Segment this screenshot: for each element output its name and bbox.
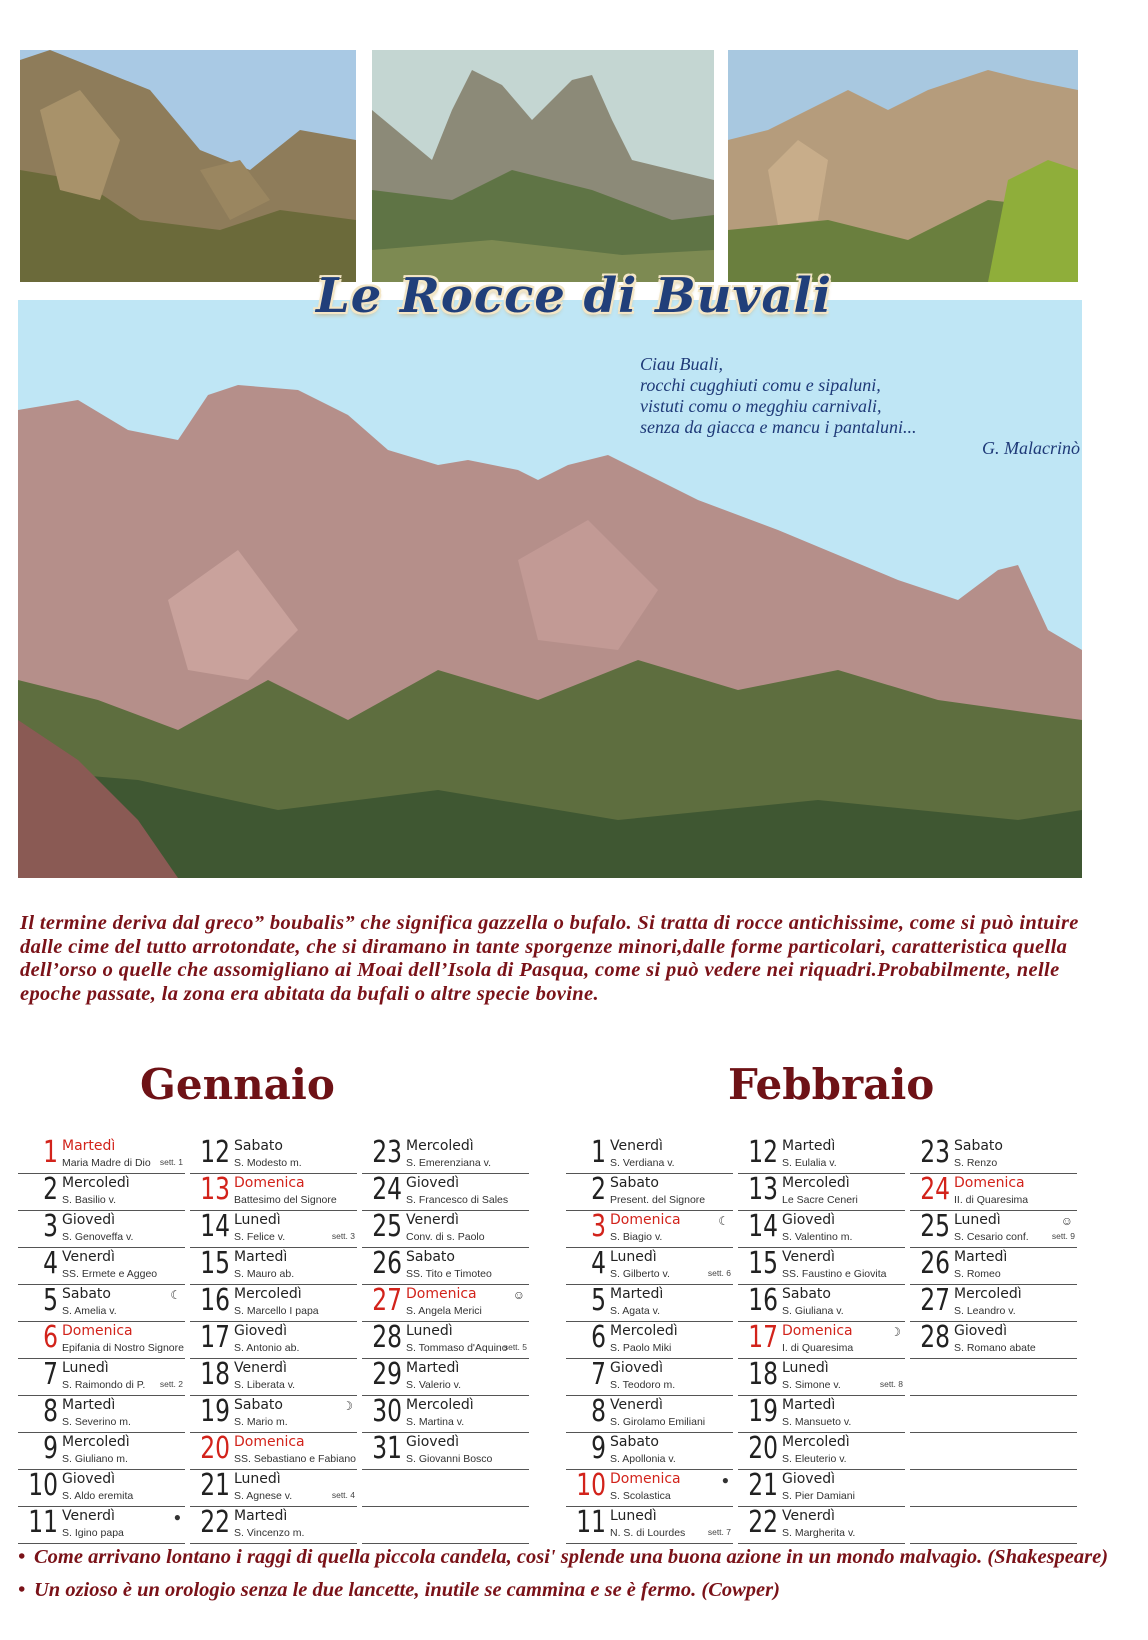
calendar-column: [910, 1137, 1077, 1544]
day-number: 18: [200, 1357, 230, 1392]
day-name: Domenica: [610, 1212, 681, 1228]
day-number: 7: [43, 1357, 58, 1392]
day-number: 6: [591, 1320, 606, 1355]
calendar-day: [18, 1396, 185, 1433]
calendar-day: [738, 1174, 905, 1211]
day-number: 27: [920, 1283, 950, 1318]
calendar-day: [910, 1174, 1077, 1211]
calendar-day: [566, 1322, 733, 1359]
day-name: Lunedì: [782, 1360, 829, 1376]
saint-name: S. Severino m.: [62, 1416, 131, 1428]
quote: [18, 1545, 1128, 1570]
day-number: 21: [748, 1468, 778, 1503]
day-name: Lunedì: [62, 1360, 109, 1376]
calendar-empty-row: [362, 1507, 529, 1544]
calendar-day: [190, 1322, 357, 1359]
day-name: Sabato: [62, 1286, 111, 1302]
week-number: sett. 8: [879, 1379, 903, 1389]
saint-name: SS. Faustino e Giovita: [782, 1268, 887, 1280]
calendar-day: [190, 1470, 357, 1507]
saint-name: S. Teodoro m.: [610, 1379, 676, 1391]
saint-name: S. Vincenzo m.: [234, 1527, 305, 1539]
day-name: Giovedì: [406, 1175, 459, 1191]
day-name: Martedì: [954, 1249, 1008, 1265]
day-number: 22: [748, 1505, 778, 1540]
calendar-day: [190, 1137, 357, 1174]
day-number: 9: [43, 1431, 58, 1466]
calendar-day: [566, 1137, 733, 1174]
saint-name: S. Angela Merici: [406, 1305, 482, 1317]
day-name: Mercoledì: [406, 1397, 474, 1413]
saint-name: S. Mario m.: [234, 1416, 288, 1428]
calendar-day: [738, 1507, 905, 1544]
photo-rocks-left: [20, 50, 356, 282]
calendar-day: [738, 1248, 905, 1285]
photo-rocks-right: [728, 50, 1078, 282]
saint-name: SS. Ermete e Aggeo: [62, 1268, 158, 1280]
day-number: 17: [200, 1320, 230, 1355]
quote-text: Come arrivano lontano i raggi di quella piccola candela, cosi' splende una buona azione in un mondo malvagio. (Shakespeare): [34, 1546, 1109, 1568]
description-text: Il termine deriva dal greco” boubalis” che significa gazzella o bufalo. Si tratta di rocce antichissime, come si può intuire dalle cime del tutto arrotondate, che si diramano in tante sporgenze minori,dalle forme particolari, caratteristica quella dell’orso o quelle che assomigliano ai Moai dell’Isola di Pasqua, come si può vedere nei riquadri.Probabilmente, nelle epoche passate, la zona era abitata da bufali o altre specie bovine.: [20, 912, 1079, 1005]
day-name: Lunedì: [954, 1212, 1001, 1228]
saint-name: Conv. di s. Paolo: [406, 1231, 485, 1243]
day-number: 18: [748, 1357, 778, 1392]
week-number: sett. 4: [331, 1490, 355, 1500]
day-number: 16: [748, 1283, 778, 1318]
month-title-febbraio: Febbraio: [728, 1060, 935, 1109]
day-name: Venerdì: [782, 1508, 835, 1524]
calendar-day: [738, 1211, 905, 1248]
calendar-day: [18, 1174, 185, 1211]
calendar-day: [566, 1211, 733, 1248]
week-number: sett. 5: [503, 1342, 527, 1352]
saint-name: SS. Tito e Timoteo: [406, 1268, 492, 1280]
calendar-day: [362, 1248, 529, 1285]
calendar-day: [18, 1359, 185, 1396]
calendar-day: [18, 1285, 185, 1322]
saint-name: S. Giuliana v.: [782, 1305, 844, 1317]
day-name: Mercoledì: [782, 1434, 850, 1450]
saint-name: S. Mauro ab.: [234, 1268, 295, 1280]
day-number: 9: [591, 1431, 606, 1466]
day-name: Lunedì: [234, 1471, 281, 1487]
saint-name: S. Aldo eremita: [62, 1490, 134, 1502]
page-title: Le Rocce di Buvali: [315, 268, 833, 324]
day-number: 24: [372, 1172, 402, 1207]
day-name: Mercoledì: [954, 1286, 1022, 1302]
calendar-day: [738, 1359, 905, 1396]
saint-name: S. Modesto m.: [234, 1157, 302, 1169]
saint-name: S. Raimondo di P.: [62, 1379, 146, 1391]
calendar-day: [910, 1137, 1077, 1174]
day-number: 10: [576, 1468, 606, 1503]
day-name: Mercoledì: [234, 1286, 302, 1302]
day-number: 10: [28, 1468, 58, 1503]
day-number: 14: [200, 1209, 230, 1244]
day-number: 22: [200, 1505, 230, 1540]
day-number: 3: [43, 1209, 58, 1244]
saint-name: S. Agata v.: [610, 1305, 661, 1317]
day-name: Domenica: [610, 1471, 681, 1487]
calendar-day: [18, 1137, 185, 1174]
week-number: sett. 1: [159, 1157, 183, 1167]
moon-phase-icon: ☺: [512, 1288, 525, 1302]
day-number: 15: [748, 1246, 778, 1281]
week-number: sett. 6: [707, 1268, 731, 1278]
day-name: Giovedì: [610, 1360, 663, 1376]
day-name: Giovedì: [62, 1471, 115, 1487]
calendar-empty-row: [910, 1396, 1077, 1433]
bullet-icon: •: [18, 1579, 26, 1601]
day-number: 12: [200, 1135, 230, 1170]
day-name: Venerdì: [234, 1360, 287, 1376]
calendar-day: [738, 1137, 905, 1174]
day-name: Lunedì: [610, 1249, 657, 1265]
day-name: Lunedì: [610, 1508, 657, 1524]
saint-name: Le Sacre Ceneri: [782, 1194, 858, 1206]
day-number: 26: [372, 1246, 402, 1281]
day-number: 20: [200, 1431, 230, 1466]
day-name: Domenica: [954, 1175, 1025, 1191]
calendar-day: [362, 1322, 529, 1359]
day-number: 23: [372, 1135, 402, 1170]
day-name: Venerdì: [782, 1249, 835, 1265]
saint-name: S. Paolo Miki: [610, 1342, 672, 1354]
day-number: 21: [200, 1468, 230, 1503]
week-number: sett. 9: [1051, 1231, 1075, 1241]
calendar-day: [738, 1433, 905, 1470]
calendar-column: [566, 1137, 733, 1544]
calendar-day: [18, 1211, 185, 1248]
calendar-empty-row: [910, 1507, 1077, 1544]
day-name: Domenica: [62, 1323, 133, 1339]
day-name: Venerdì: [62, 1249, 115, 1265]
saint-name: S. Verdiana v.: [610, 1157, 675, 1169]
calendar-day: [566, 1359, 733, 1396]
saint-name: S. Pier Damiani: [782, 1490, 855, 1502]
saint-name: S. Romeo: [954, 1268, 1001, 1280]
day-number: 19: [748, 1394, 778, 1429]
week-number: sett. 3: [331, 1231, 355, 1241]
saint-name: S. Romano abate: [954, 1342, 1036, 1354]
day-name: Mercoledì: [610, 1323, 678, 1339]
day-name: Giovedì: [234, 1323, 287, 1339]
day-name: Mercoledì: [62, 1434, 130, 1450]
saint-name: S. Liberata v.: [234, 1379, 296, 1391]
calendar-empty-row: [362, 1470, 529, 1507]
saint-name: II. di Quaresima: [954, 1194, 1029, 1206]
day-name: Sabato: [954, 1138, 1003, 1154]
day-name: Giovedì: [782, 1212, 835, 1228]
moon-phase-icon: ☾: [718, 1214, 729, 1228]
day-number: 26: [920, 1246, 950, 1281]
day-name: Martedì: [406, 1360, 460, 1376]
poem-line: vistuti comu o megghiu carnivali,: [640, 396, 882, 416]
day-number: 2: [591, 1172, 606, 1207]
day-number: 5: [591, 1283, 606, 1318]
calendar-day: [18, 1470, 185, 1507]
saint-name: S. Apollonia v.: [610, 1453, 676, 1465]
day-number: 27: [372, 1283, 402, 1318]
day-name: Sabato: [234, 1397, 283, 1413]
saint-name: S. Francesco di Sales: [406, 1194, 509, 1206]
calendar-empty-row: [910, 1433, 1077, 1470]
day-name: Sabato: [610, 1175, 659, 1191]
moon-phase-icon: ☺: [1060, 1214, 1073, 1228]
saint-name: S. Scolastica: [610, 1490, 671, 1502]
saint-name: S. Marcello I papa: [234, 1305, 319, 1317]
saint-name: S. Martina v.: [406, 1416, 465, 1428]
saint-name: S. Mansueto v.: [782, 1416, 852, 1428]
calendar-day: [566, 1248, 733, 1285]
day-number: 3: [591, 1209, 606, 1244]
calendar-day: [190, 1433, 357, 1470]
photo-rocks-center: [372, 50, 714, 282]
day-name: Martedì: [610, 1286, 664, 1302]
saint-name: S. Biagio v.: [610, 1231, 663, 1243]
calendar-day: [362, 1174, 529, 1211]
poem-line: Ciau Buali,: [640, 354, 724, 374]
moon-phase-icon: ☽: [342, 1399, 353, 1413]
day-number: 19: [200, 1394, 230, 1429]
saint-name: S. Antonio ab.: [234, 1342, 300, 1354]
day-name: Martedì: [62, 1138, 116, 1154]
day-name: Venerdì: [62, 1508, 115, 1524]
day-name: Domenica: [782, 1323, 853, 1339]
calendar-day: [566, 1470, 733, 1507]
day-name: Martedì: [782, 1397, 836, 1413]
poem: [640, 354, 1100, 459]
calendar-day: [566, 1433, 733, 1470]
day-name: Martedì: [782, 1138, 836, 1154]
day-name: Martedì: [62, 1397, 116, 1413]
day-name: Sabato: [406, 1249, 455, 1265]
calendar-day: [190, 1211, 357, 1248]
day-name: Mercoledì: [782, 1175, 850, 1191]
day-name: Giovedì: [406, 1434, 459, 1450]
day-number: 23: [920, 1135, 950, 1170]
saint-name: S. Felice v.: [234, 1231, 286, 1243]
day-number: 14: [748, 1209, 778, 1244]
calendar-day: [566, 1396, 733, 1433]
calendar-day: [362, 1359, 529, 1396]
calendar-day: [18, 1248, 185, 1285]
day-name: Venerdì: [610, 1397, 663, 1413]
calendar-column: [190, 1137, 357, 1544]
calendar-day: [566, 1507, 733, 1544]
moon-phase-icon: ☾: [170, 1288, 181, 1302]
saint-name: S. Girolamo Emiliani: [610, 1416, 706, 1428]
saint-name: S. Amelia v.: [62, 1305, 117, 1317]
day-number: 28: [372, 1320, 402, 1355]
day-name: Domenica: [234, 1434, 305, 1450]
saint-name: S. Margherita v.: [782, 1527, 856, 1539]
saint-name: S. Cesario conf.: [954, 1231, 1029, 1243]
day-number: 17: [748, 1320, 778, 1355]
month-title-gennaio: Gennaio: [140, 1060, 335, 1109]
moon-phase-icon: ●: [173, 1510, 181, 1524]
saint-name: S. Simone v.: [782, 1379, 841, 1391]
saint-name: S. Renzo: [954, 1157, 998, 1169]
calendar-day: [738, 1285, 905, 1322]
saint-name: SS. Sebastiano e Fabiano: [234, 1453, 357, 1465]
day-number: 28: [920, 1320, 950, 1355]
calendar-day: [362, 1211, 529, 1248]
saint-name: S. Agnese v.: [234, 1490, 293, 1502]
day-name: Giovedì: [954, 1323, 1007, 1339]
day-name: Venerdì: [406, 1212, 459, 1228]
calendar-day: [190, 1507, 357, 1544]
day-name: Sabato: [234, 1138, 283, 1154]
calendar-column: [18, 1137, 185, 1544]
day-number: 20: [748, 1431, 778, 1466]
poem-line: senza da giacca e mancu i pantaluni...: [640, 417, 917, 437]
calendar-day: [190, 1174, 357, 1211]
day-number: 8: [43, 1394, 58, 1429]
saint-name: S. Valentino m.: [782, 1231, 853, 1243]
saint-name: S. Tommaso d'Aquino: [406, 1342, 508, 1354]
calendar-column: [738, 1137, 905, 1544]
calendar-day: [18, 1322, 185, 1359]
day-number: 1: [43, 1135, 58, 1170]
saint-name: S. Valerio v.: [406, 1379, 462, 1391]
day-number: 16: [200, 1283, 230, 1318]
calendar-day: [190, 1285, 357, 1322]
week-number: sett. 7: [707, 1527, 731, 1537]
calendar-day: [738, 1322, 905, 1359]
saint-name: S. Eleuterio v.: [782, 1453, 847, 1465]
calendar-day: [362, 1285, 529, 1322]
day-name: Venerdì: [610, 1138, 663, 1154]
calendar-day: [190, 1396, 357, 1433]
saint-name: Present. del Signore: [610, 1194, 706, 1206]
calendar-day: [910, 1322, 1077, 1359]
calendar-day: [18, 1507, 185, 1544]
day-number: 4: [591, 1246, 606, 1281]
day-number: 24: [920, 1172, 950, 1207]
day-number: 1: [591, 1135, 606, 1170]
saint-name: Maria Madre di Dio: [62, 1157, 151, 1169]
moon-phase-icon: ☽: [890, 1325, 901, 1339]
saint-name: S. Igino papa: [62, 1527, 124, 1539]
quotes: [18, 1545, 1128, 1611]
day-number: 4: [43, 1246, 58, 1281]
bullet-icon: •: [18, 1546, 26, 1568]
calendar-day: [18, 1433, 185, 1470]
day-number: 13: [200, 1172, 230, 1207]
day-name: Martedì: [234, 1508, 288, 1524]
day-name: Domenica: [406, 1286, 477, 1302]
day-name: Lunedì: [406, 1323, 453, 1339]
day-number: 15: [200, 1246, 230, 1281]
day-name: Domenica: [234, 1175, 305, 1191]
saint-name: S. Giuliano m.: [62, 1453, 128, 1465]
day-name: Mercoledì: [406, 1138, 474, 1154]
day-name: Lunedì: [234, 1212, 281, 1228]
day-name: Martedì: [234, 1249, 288, 1265]
day-number: 2: [43, 1172, 58, 1207]
day-number: 25: [920, 1209, 950, 1244]
day-name: Mercoledì: [62, 1175, 130, 1191]
day-number: 5: [43, 1283, 58, 1318]
calendar-day: [910, 1285, 1077, 1322]
day-name: Giovedì: [782, 1471, 835, 1487]
saint-name: S. Giovanni Bosco: [406, 1453, 493, 1465]
day-name: Giovedì: [62, 1212, 115, 1228]
calendar-day: [190, 1359, 357, 1396]
calendar-day: [910, 1248, 1077, 1285]
saint-name: S. Emerenziana v.: [406, 1157, 492, 1169]
calendar-day: [566, 1174, 733, 1211]
calendar-day: [362, 1396, 529, 1433]
day-number: 12: [748, 1135, 778, 1170]
saint-name: S. Basilio v.: [62, 1194, 117, 1206]
saint-name: Battesimo del Signore: [234, 1194, 337, 1206]
poem-line: rocchi cugghiuti comu e sipaluni,: [640, 375, 881, 395]
day-name: Sabato: [610, 1434, 659, 1450]
calendar-day: [190, 1248, 357, 1285]
calendar-day: [362, 1137, 529, 1174]
day-number: 30: [372, 1394, 402, 1429]
calendar-day: [362, 1433, 529, 1470]
saint-name: S. Genoveffa v.: [62, 1231, 134, 1243]
calendar-empty-row: [910, 1470, 1077, 1507]
calendar-day: [738, 1396, 905, 1433]
calendar-day: [566, 1285, 733, 1322]
saint-name: S. Gilberto v.: [610, 1268, 670, 1280]
day-number: 11: [576, 1505, 606, 1540]
calendar-day: [738, 1470, 905, 1507]
quote-text: Un ozioso è un orologio senza le due lancette, inutile se cammina e se è fermo. (Cowper): [34, 1579, 780, 1601]
moon-phase-icon: ●: [721, 1473, 729, 1487]
day-number: 8: [591, 1394, 606, 1429]
saint-name: N. S. di Lourdes: [610, 1527, 686, 1539]
calendar-column: [362, 1137, 529, 1544]
day-number: 13: [748, 1172, 778, 1207]
day-number: 11: [28, 1505, 58, 1540]
day-name: Sabato: [782, 1286, 831, 1302]
day-number: 31: [372, 1431, 402, 1466]
day-number: 29: [372, 1357, 402, 1392]
week-number: sett. 2: [159, 1379, 183, 1389]
saint-name: Epifania di Nostro Signore: [62, 1342, 184, 1354]
saint-name: S. Eulalia v.: [782, 1157, 837, 1169]
calendar-empty-row: [910, 1359, 1077, 1396]
poem-author: G. Malacrinò: [982, 438, 1080, 458]
quote: [18, 1578, 1128, 1603]
day-number: 6: [43, 1320, 58, 1355]
saint-name: S. Leandro v.: [954, 1305, 1016, 1317]
saint-name: I. di Quaresima: [782, 1342, 854, 1354]
calendar-day: [910, 1211, 1077, 1248]
day-number: 25: [372, 1209, 402, 1244]
day-number: 7: [591, 1357, 606, 1392]
